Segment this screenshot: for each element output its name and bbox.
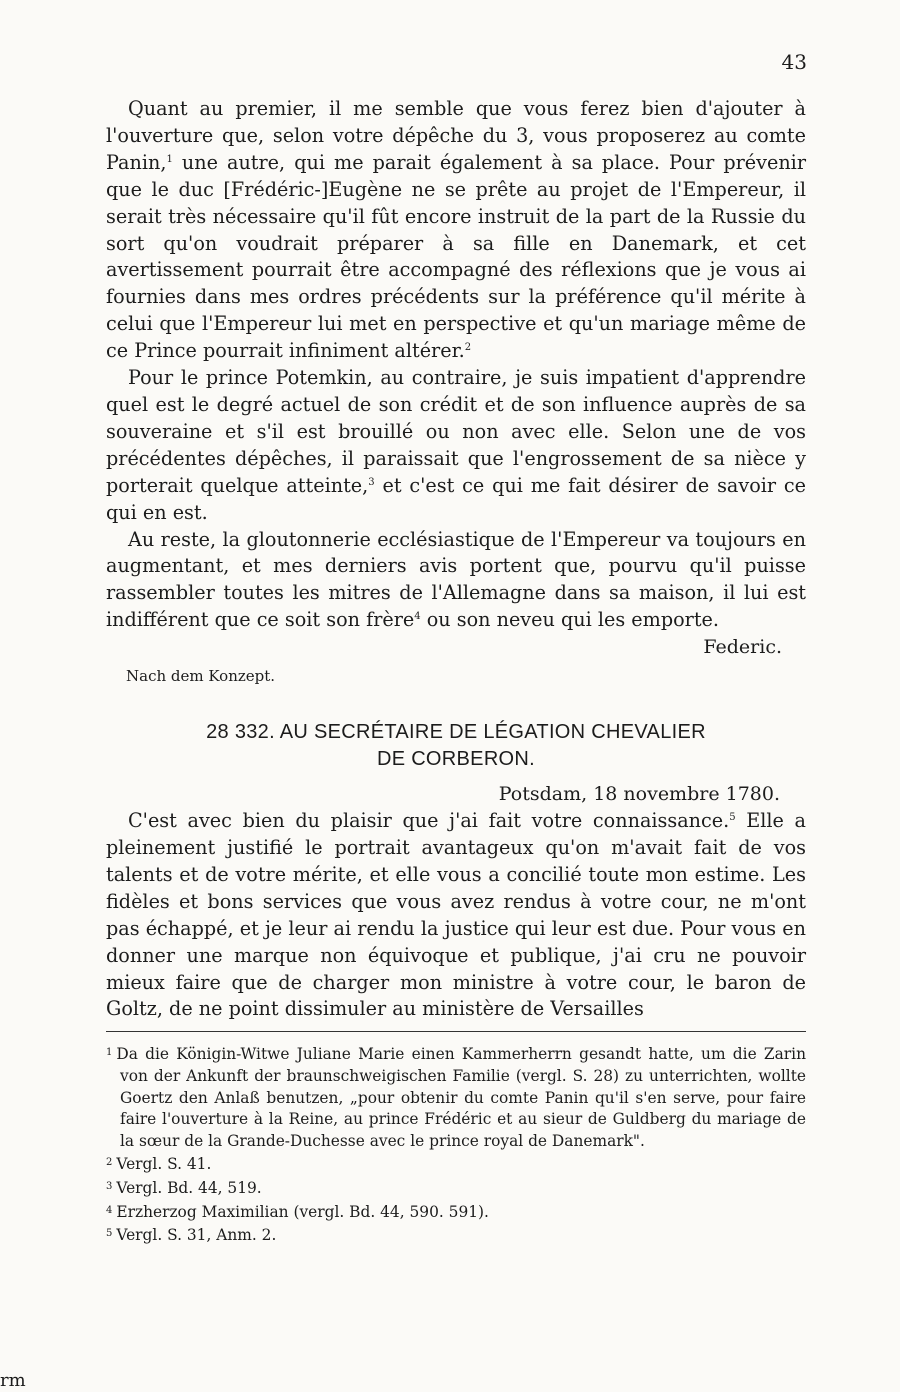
- letter-2-dateline: Potsdam, 18 novembre 1780.: [498, 783, 780, 806]
- footnote-1-text: Da die Königin-Witwe Juliane Marie einen Kammerherrn gesandt hatte, um die Zarin von der Ankunft der braunschweigischen Familie (vergl. S. 28) zu unterrichten, wollte Goertz den Anlaß benutzen, „pour obtenir du comte Panin qu'il s'en serve, pour faire faire l'ouverture à la Reine, au prince Frédéric et au sieur de Guldberg du mariage de la sœur de la Grande-Duchesse avec le prince royal de Danemark".: [116, 1045, 806, 1150]
- footnote-5: [106, 1223, 806, 1247]
- footnote-3-text: Vergl. Bd. 44, 519.: [116, 1178, 262, 1197]
- footnote-ref: 5: [729, 812, 736, 824]
- footnote-4: [106, 1200, 806, 1224]
- footnote-ref: 1: [166, 153, 173, 165]
- letter-1-body: [106, 96, 806, 634]
- footnote-5-text: Vergl. S. 31, Anm. 2.: [116, 1226, 277, 1245]
- footnote-2-mark: 2: [106, 1157, 113, 1169]
- letter-2-heading-line-2: DE CORBERON.: [376, 748, 536, 771]
- footnote-ref: 4: [414, 611, 421, 623]
- paragraph-text: une autre, qui me parait également à sa place. Pour prévenir que le duc [Frédéric-]Eugène ne se prête au projet de l'Empereur, il serait très nécessaire qu'il fût encore instruit de la part de la Russie du sort qu'on voudrait préparer à sa fille en Danemark, et cet avertissement pourrait être accompagné des réflexions que je vous ai fournies dans mes ordres précédents sur la préférence qu'il mérite à celui que l'Empereur lui met en perspective et qu'un mariage même de ce Prince pourrait infiniment altérer.: [106, 150, 806, 363]
- footnotes: [106, 1042, 806, 1246]
- letter-2-heading-line-1: 28 332. AU SECRÉTAIRE DE LÉGATION CHEVALIER: [206, 721, 706, 744]
- footnote-3-mark: 3: [106, 1180, 113, 1192]
- letter-1-paragraph-1: [106, 96, 806, 365]
- paragraph-text: ou son neveu qui les emporte.: [420, 608, 719, 632]
- letter-1-paragraph-3: [106, 527, 806, 635]
- footnote-3: [106, 1176, 806, 1200]
- footnote-2: [106, 1152, 806, 1176]
- footnote-rule: [106, 1031, 806, 1032]
- letter-2-heading: [106, 719, 806, 773]
- footnote-1: [106, 1042, 806, 1152]
- paragraph-text: C'est avec bien du plaisir que j'ai fait votre connaissance.: [128, 809, 730, 833]
- page-content: [106, 96, 806, 1247]
- page-number: 43: [781, 50, 807, 74]
- paragraph-text: Pour le prince Potemkin, au contraire, je suis impatient d'apprendre quel est le degré actuel de son crédit et de son influence auprès de sa souveraine et s'il est brouillé ou non avec elle. Selon une de vos précédentes dépêches, il paraissait que l'engrossement de sa nièce y porterait quelque atteinte,: [106, 366, 806, 497]
- footnote-2-text: Vergl. S. 41.: [116, 1155, 212, 1174]
- paragraph-text: Elle a pleinement justifié le portrait avantageux qu'on m'avait fait de vos talents et de votre mérite, et elle vous a concilié toute mon estime. Les fidèles et bons services que vous avez rendus à votre cour, ne m'ont pas échappé, et je leur ai rendu la justice qui leur est due. Pour vous en donner une marque non équivoque et publique, j'ai cru ne pouvoir mieux faire que de charger mon ministre à votre cour, le baron de Goltz, de ne point dissimuler au ministère de Versailles: [106, 809, 806, 1021]
- paragraph-text: Au reste, la gloutonnerie ecclésiastique de l'Empereur va toujours en augmentant, et mes derniers avis portent que, pourvu qu'il puisse rassembler toutes les mitres de l'Allemagne dans sa maison, il lui est indifférent que ce soit son frère: [106, 527, 806, 632]
- footnote-5-mark: 5: [106, 1228, 113, 1240]
- margin-mark: rm: [0, 1370, 26, 1391]
- footnote-4-text: Erzherzog Maximilian (vergl. Bd. 44, 590. 591).: [116, 1202, 489, 1221]
- source-note: Nach dem Konzept.: [126, 667, 276, 686]
- footnote-ref: 3: [368, 476, 375, 488]
- footnote-4-mark: 4: [106, 1204, 113, 1216]
- letter-2-body: [106, 808, 806, 1023]
- letter-1-paragraph-2: [106, 365, 806, 526]
- letter-2-paragraph-1: [106, 808, 806, 1023]
- footnote-1-mark: 1: [106, 1047, 113, 1059]
- paragraph-text: Quant au premier, il me semble que vous ferez bien d'ajouter à l'ouverture que, selon votre dépêche du 3, vous proposerez au comte Panin,: [106, 97, 806, 174]
- signature: Federic.: [703, 636, 782, 659]
- paragraph-text: et c'est ce qui me fait désirer de savoir ce qui en est.: [106, 473, 807, 524]
- footnote-ref: 2: [464, 342, 472, 354]
